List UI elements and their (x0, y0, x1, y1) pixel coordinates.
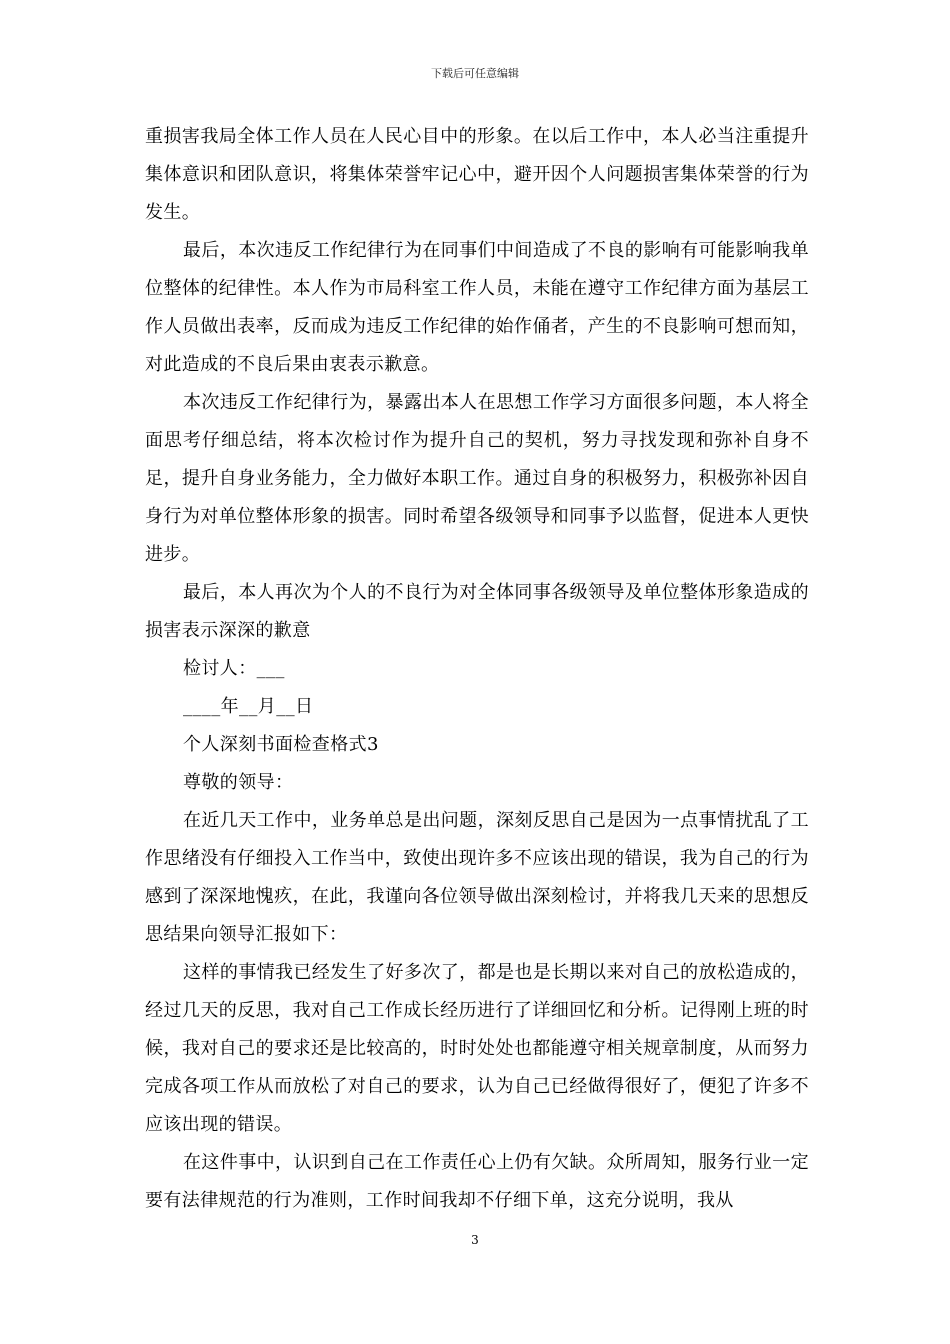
paragraph: 最后，本人再次为个人的不良行为对全体同事各级领导及单位整体形象造成的损害表示深深的歉意 (145, 582, 809, 641)
document-body (145, 118, 809, 1220)
paragraph: 这样的事情我已经发生了好多次了，都是也是长期以来对自己的放松造成的，经过几天的反思，我对自己工作成长经历进行了详细回忆和分析。记得刚上班的时候，我对自己的要求还是比较高的，时时处处也都能遵守相关规章制度，从而努力完成各项工作从而放松了对自己的要求，认为自己已经做得很好了，便犯了许多不应该出现的错误。 (145, 962, 809, 1135)
page-number: 3 (471, 1233, 479, 1247)
paragraph: 重损害我局全体工作人员在人民心目中的形象。在以后工作中，本人必当注重提升集体意识和团队意识，将集体荣誉牢记心中，避开因个人问题损害集体荣誉的行为发生。 (145, 126, 809, 223)
section-title: 个人深刻书面检查格式3 (183, 734, 379, 755)
paragraph: 最后，本次违反工作纪律行为在同事们中间造成了不良的影响有可能影响我单位整体的纪律性。本人作为市局科室工作人员，未能在遵守工作纪律方面为基层工作人员做出表率，反而成为违反工作纪律的始作俑者，产生的不良影响可想而知，对此造成的不良后果由衷表示歉意。 (145, 240, 809, 375)
paragraph: 在这件事中，认识到自己在工作责任心上仍有欠缺。众所周知，服务行业一定要有法律规范的行为准则，工作时间我却不仔细下单，这充分说明，我从 (145, 1152, 809, 1211)
salutation: 尊敬的领导： (183, 772, 294, 793)
paragraph: 在近几天工作中，业务单总是出问题，深刻反思自己是因为一点事情扰乱了工作思绪没有仔细投入工作当中，致使出现许多不应该出现的错误，我为自己的行为感到了深深地愧疚，在此，我谨向各位领导做出深刻检讨，并将我几天来的思想反思结果向领导汇报如下： (145, 810, 809, 945)
paragraph: 本次违反工作纪律行为，暴露出本人在思想工作学习方面很多问题，本人将全面思考仔细总结，将本次检讨作为提升自己的契机，努力寻找发现和弥补自身不足，提升自身业务能力，全力做好本职工作。通过自身的积极努力，积极弥补因自身行为对单位整体形象的损害。同时希望各级领导和同事予以监督，促进本人更快进步。 (145, 392, 809, 565)
date-line: ____年__月__日 (183, 696, 314, 717)
signature-line: 检讨人：___ (183, 658, 285, 679)
page-header: 下载后可任意编辑 (431, 67, 519, 80)
